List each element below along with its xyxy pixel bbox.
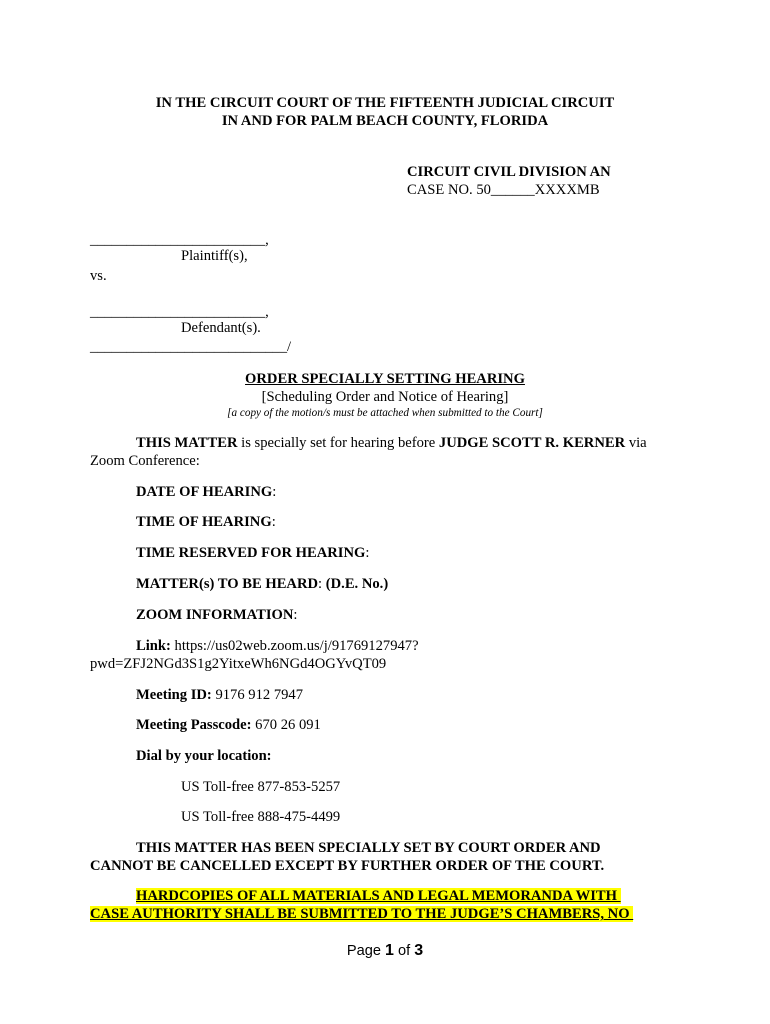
page-total: 3 [414, 942, 424, 959]
meeting-id-label: Meeting ID: [136, 687, 212, 703]
case-number: CASE NO. 50______XXXXMB [407, 182, 600, 198]
matters-field [136, 575, 388, 593]
zoom-link-url-part2[interactable]: pwd=ZFJ2NGd3S1g2YitxeWh6NGd4OGYvQT09 [90, 656, 387, 672]
court-name-line2: IN AND FOR PALM BEACH COUNTY, FLORIDA [221, 113, 549, 129]
meeting-id-line [136, 686, 303, 704]
page-number: 1 [385, 942, 394, 959]
order-subtitle: [Scheduling Order and Notice of Hearing] [261, 389, 509, 405]
passcode-line [136, 716, 321, 734]
passcode-value: 670 26 091 [251, 717, 321, 733]
versus-label: vs. [90, 268, 107, 284]
page-word: Page [346, 943, 386, 959]
tollfree-number-1: US Toll-free 877-853-5257 [181, 779, 341, 795]
zoom-info-label: ZOOM INFORMATION [136, 607, 294, 623]
zoom-link-url-part1[interactable]: https://us02web.zoom.us/j/91769127947? [170, 638, 419, 654]
date-of-hearing-label: DATE OF HEARING [136, 484, 273, 500]
dial-label: Dial by your location: [136, 748, 272, 764]
meeting-id-value: 9176 912 7947 [211, 687, 304, 703]
highlighted-instruction-line1: HARDCOPIES OF ALL MATERIALS AND LEGAL MEMORANDA WITH [136, 888, 621, 904]
tollfree-number-2: US Toll-free 888-475-4499 [181, 809, 341, 825]
colon: : [318, 576, 323, 592]
closing-blank: ___________________________/ [90, 339, 292, 355]
attachment-note: [a copy of the motion/s must be attached when submitted to the Court] [227, 407, 543, 419]
time-reserved-label: TIME RESERVED FOR HEARING [136, 545, 366, 561]
date-of-hearing-field [136, 483, 276, 501]
highlight-line2-wrap [90, 905, 633, 923]
colon: : [293, 607, 298, 623]
page-footer [0, 942, 770, 960]
zoom-link-line1 [136, 637, 419, 655]
of-word: of [393, 943, 415, 959]
judge-name: JUDGE SCOTT R. KERNER [438, 435, 626, 451]
time-of-hearing-label: TIME OF HEARING [136, 514, 272, 530]
intro-text-end: via [625, 435, 647, 451]
order-title: ORDER SPECIALLY SETTING HEARING [245, 371, 525, 387]
highlighted-instruction-line2: CASE AUTHORITY SHALL BE SUBMITTED TO THE JUDGE’S CHAMBERS, NO [90, 906, 634, 922]
docket-entry-label: (D.E. No.) [325, 576, 389, 592]
notice-line2: CANNOT BE CANCELLED EXCEPT BY FURTHER ORDER OF THE COURT. [90, 858, 605, 874]
defendant-label: Defendant(s). [181, 320, 261, 336]
zoom-link-label: Link: [136, 638, 171, 654]
this-matter-bold: THIS MATTER [136, 435, 238, 451]
matters-label: MATTER(s) TO BE HEARD [136, 576, 319, 592]
colon: : [271, 514, 276, 530]
intro-paragraph-line1 [136, 434, 647, 452]
colon: : [272, 484, 277, 500]
defendant-blank: ________________________, [90, 304, 269, 320]
division-label: CIRCUIT CIVIL DIVISION AN [407, 164, 611, 180]
court-name-line1: IN THE CIRCUIT COURT OF THE FIFTEENTH JUDICIAL CIRCUIT [155, 95, 615, 111]
passcode-label: Meeting Passcode: [136, 717, 252, 733]
plaintiff-label: Plaintiff(s), [181, 248, 248, 264]
time-reserved-field [136, 544, 369, 562]
intro-text-mid: is specially set for hearing before [237, 435, 439, 451]
highlight-line1-wrap [136, 887, 621, 905]
intro-paragraph-line2: Zoom Conference: [90, 453, 200, 469]
notice-line1: THIS MATTER HAS BEEN SPECIALLY SET BY COURT ORDER AND [136, 840, 601, 856]
time-of-hearing-field [136, 513, 276, 531]
plaintiff-blank: ________________________, [90, 232, 269, 248]
zoom-info-field [136, 606, 297, 624]
colon: : [365, 545, 370, 561]
